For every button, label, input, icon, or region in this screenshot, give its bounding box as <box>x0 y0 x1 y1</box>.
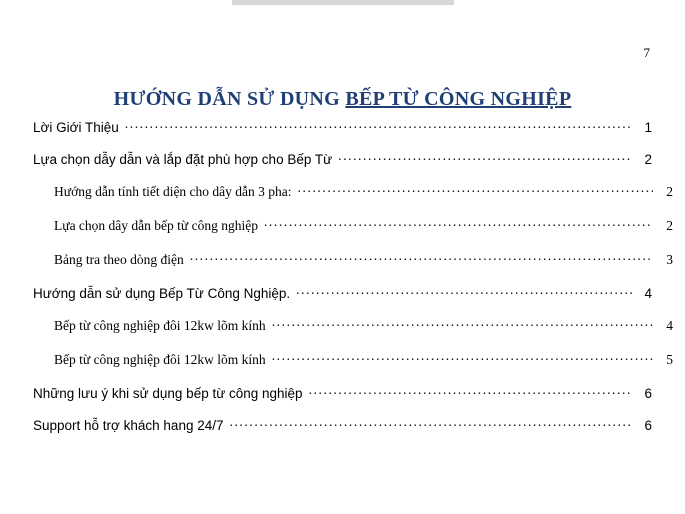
toc-leader-dots <box>272 350 653 364</box>
toc-entry[interactable] <box>33 384 652 416</box>
toc-entry-label: Lời Giới Thiệu <box>33 119 119 135</box>
toc-entry-label: Bếp từ công nghiệp đôi 12kw lõm kính <box>54 317 266 333</box>
toc-leader-dots <box>190 250 653 264</box>
toc-entry[interactable] <box>33 182 673 216</box>
toc-entry-label: Bảng tra theo dòng điện <box>54 251 184 267</box>
toc-entry-label: Support hỗ trợ khách hang 24/7 <box>33 417 224 433</box>
toc-entry[interactable] <box>33 284 652 316</box>
toc-entry-page: 6 <box>644 385 652 401</box>
toc-leader-dots <box>338 150 632 164</box>
toc-leader-dots <box>125 118 632 132</box>
table-of-contents <box>33 118 673 448</box>
page-number: 7 <box>643 45 650 60</box>
toc-entry-page: 4 <box>666 317 673 333</box>
toc-entry-page: 1 <box>644 119 652 135</box>
toc-entry-label: Hướng dẫn sử dụng Bếp Từ Công Nghiệp. <box>33 285 291 301</box>
toc-entry-label: Lựa chọn dây dẫn bếp từ công nghiệp <box>54 217 258 233</box>
toc-entry[interactable] <box>33 350 673 384</box>
toc-entry[interactable] <box>33 216 673 250</box>
toc-entry-label: Những lưu ý khi sử dụng bếp từ công nghiệp <box>33 385 303 401</box>
toc-leader-dots <box>229 416 632 430</box>
toc-entry[interactable] <box>33 250 673 284</box>
toc-entry-page: 4 <box>644 285 652 301</box>
toc-entry-page: 2 <box>644 151 652 167</box>
toc-entry[interactable] <box>33 150 652 182</box>
toc-leader-dots <box>272 316 653 330</box>
page-title-part1: HƯỚNG DẪN SỬ DỤNG <box>113 88 346 110</box>
toc-entry-page: 3 <box>666 251 673 267</box>
toc-entry-label: Lựa chọn dẫy dẫn và lắp đặt phù hợp cho Bếp Từ <box>33 151 333 167</box>
toc-leader-dots <box>309 384 632 398</box>
toc-entry[interactable] <box>33 118 652 150</box>
toc-entry-page: 5 <box>666 351 673 367</box>
toc-entry[interactable] <box>33 316 673 350</box>
toc-entry-page: 6 <box>644 417 652 433</box>
page-title-part2: BẾP TỪ CÔNG NGHIỆP <box>345 88 572 110</box>
toc-leader-dots <box>296 284 632 298</box>
toc-entry-label: Bếp từ công nghiệp đôi 12kw lõm kính <box>54 351 266 367</box>
toc-entry-page: 2 <box>666 217 673 233</box>
page-title <box>0 88 685 111</box>
toc-entry-label: Hướng dẫn tính tiết diện cho dây dẫn 3 pha: <box>54 183 292 199</box>
toc-leader-dots <box>298 182 653 196</box>
toc-leader-dots <box>264 216 653 230</box>
toc-entry[interactable] <box>33 416 652 448</box>
toc-entry-page: 2 <box>666 183 673 199</box>
